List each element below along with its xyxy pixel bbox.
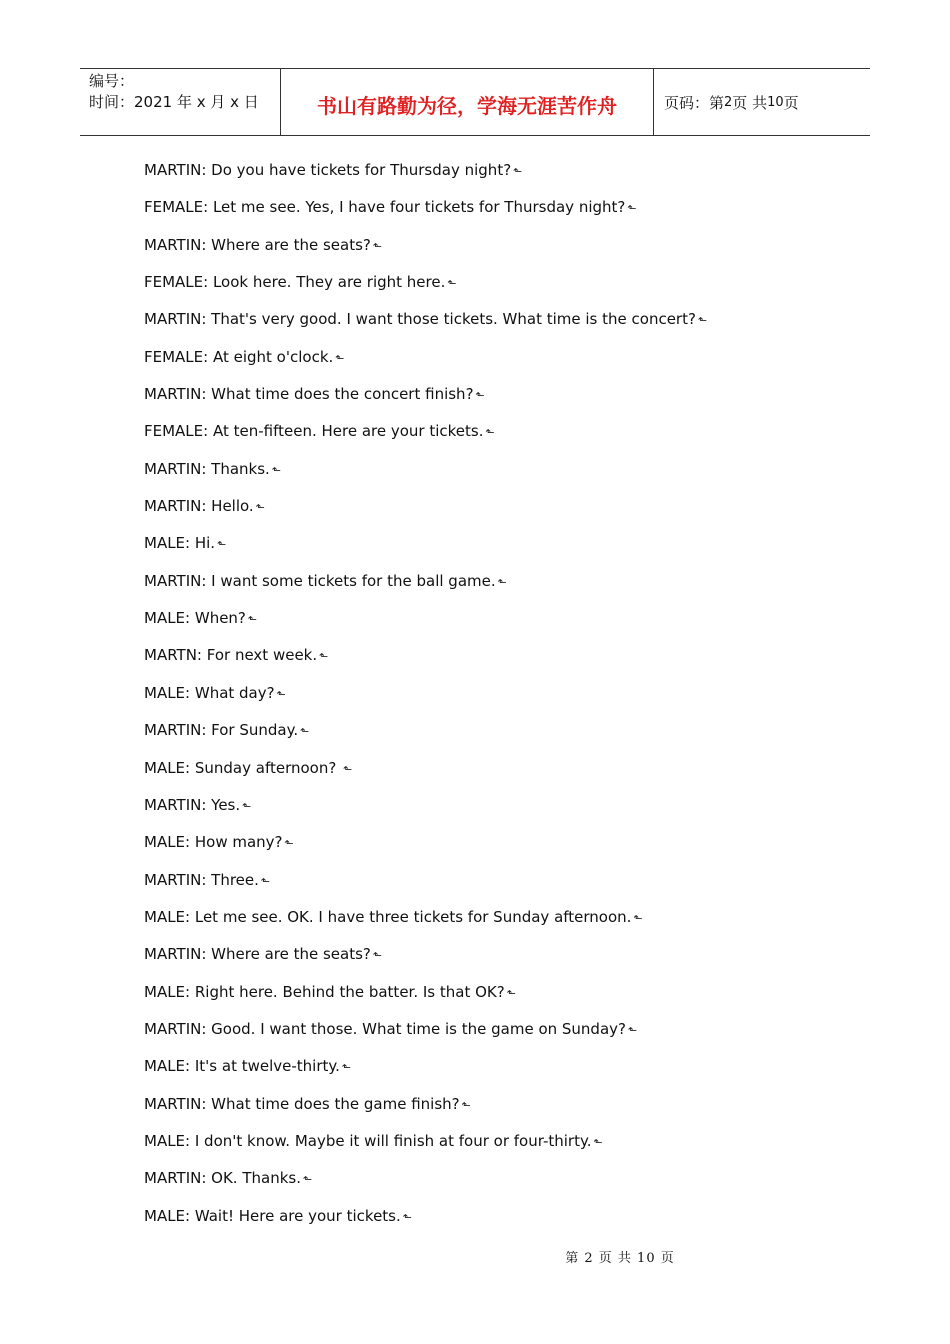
dialogue-line [144, 606, 844, 643]
return-mark-icon: ⬑ [628, 1023, 638, 1037]
return-mark-icon: ⬑ [402, 1210, 412, 1224]
return-mark-icon: ⬑ [284, 837, 294, 851]
line-text: MARTIN: OK. Thanks. [144, 1169, 301, 1188]
return-mark-icon: ⬑ [276, 687, 286, 701]
line-text: MALE: Right here. Behind the batter. Is that OK? [144, 982, 505, 1001]
page-header [80, 68, 870, 136]
line-text: MARTIN: Where are the seats? [144, 235, 371, 254]
header-page-number [654, 69, 870, 135]
dialogue-line [144, 1166, 844, 1203]
return-mark-icon: ⬑ [627, 202, 637, 216]
line-text: FEMALE: Look here. They are right here. [144, 273, 446, 292]
line-text: MARTIN: Three. [144, 870, 259, 889]
return-mark-icon: ⬑ [513, 165, 523, 178]
dialogue-line [144, 233, 844, 270]
return-mark-icon: ⬑ [372, 239, 383, 253]
dialogue-line [144, 830, 844, 867]
date-label: 时间：2021 年 x 月 x 日 [89, 93, 259, 111]
dialogue-line [144, 756, 844, 793]
line-text: MARTIN: I want some tickets for the ball game. [144, 571, 496, 590]
return-mark-icon: ⬑ [447, 277, 457, 291]
return-mark-icon: ⬑ [343, 762, 353, 776]
return-mark-icon: ⬑ [335, 351, 345, 365]
line-text: MALE: Let me see. OK. I have three tickets for Sunday afternoon. [144, 907, 632, 926]
dialogue-list [144, 158, 844, 1241]
return-mark-icon: ⬑ [260, 874, 271, 888]
dialogue-line [144, 531, 844, 568]
dialogue-line [144, 569, 844, 606]
line-text: MARTIN: Do you have tickets for Thursday night? [144, 161, 512, 179]
line-text: MARTIN: Yes. [144, 795, 241, 814]
dialogue-line [144, 1129, 844, 1166]
return-mark-icon: ⬑ [633, 911, 643, 925]
return-mark-icon: ⬑ [697, 314, 708, 328]
return-mark-icon: ⬑ [300, 725, 310, 739]
line-text: MARTIN: For Sunday. [144, 721, 299, 740]
return-mark-icon: ⬑ [302, 1173, 313, 1187]
page-prefix: 页码：第 [664, 93, 725, 112]
dialogue-line [144, 718, 844, 755]
return-mark-icon: ⬑ [271, 463, 282, 477]
dialogue-line [144, 270, 844, 307]
header-motto: 书山有路勤为径，学海无涯苦作舟 [281, 69, 654, 135]
line-text: MARTIN: What time does the game finish? [144, 1094, 460, 1113]
dialogue-line [144, 1204, 844, 1241]
dialogue-line [144, 494, 844, 531]
dialogue-line [144, 195, 844, 232]
line-text: MALE: I don't know. Maybe it will finish at four or four-thirty. [144, 1131, 592, 1150]
dialogue-line [144, 868, 844, 905]
return-mark-icon: ⬑ [497, 575, 507, 589]
return-mark-icon: ⬑ [255, 501, 265, 515]
footer-page-number: 第 2 页 共 10 页 [565, 1251, 675, 1266]
return-mark-icon: ⬑ [475, 389, 485, 403]
header-meta [80, 69, 281, 135]
dialogue-line [144, 980, 844, 1017]
line-text: MALE: It's at twelve-thirty. [144, 1057, 340, 1076]
dialogue-line [144, 793, 844, 830]
line-text: MARTIN: Where are the seats? [144, 945, 371, 964]
line-text: FEMALE: Let me see. Yes, I have four tickets for Thursday night? [144, 198, 626, 217]
line-text: MARTIN: Hello. [144, 497, 254, 516]
dialogue-line [144, 1092, 844, 1129]
dialogue-line [144, 1017, 844, 1054]
serial-label: 编号： [89, 72, 135, 90]
line-text: MALE: What day? [144, 683, 275, 702]
line-text: MARTIN: Good. I want those. What time is the game on Sunday? [144, 1019, 626, 1038]
line-text: MALE: Hi. [144, 534, 216, 553]
line-text: MALE: Wait! Here are your tickets. [144, 1206, 401, 1225]
page-current: 2 [724, 94, 733, 110]
dialogue-line [144, 643, 844, 680]
dialogue-line [144, 681, 844, 718]
return-mark-icon: ⬑ [485, 426, 495, 440]
return-mark-icon: ⬑ [247, 613, 258, 627]
return-mark-icon: ⬑ [242, 799, 252, 813]
dialogue-line [144, 457, 844, 494]
page-total: 10 [767, 94, 784, 110]
line-text: MALE: Sunday afternoon? [144, 758, 342, 777]
dialogue-line [144, 419, 844, 456]
dialogue-line [144, 942, 844, 979]
dialogue-line [144, 307, 844, 344]
return-mark-icon: ⬑ [217, 538, 227, 552]
dialogue-line [144, 1054, 844, 1091]
line-text: MALE: How many? [144, 833, 283, 852]
dialogue-line [144, 158, 844, 195]
return-mark-icon: ⬑ [341, 1061, 352, 1075]
line-text: MARTIN: Thanks. [144, 459, 270, 478]
line-text: MARTIN: What time does the concert finish? [144, 385, 474, 404]
return-mark-icon: ⬑ [506, 986, 516, 1000]
dialogue-line [144, 905, 844, 942]
page-suffix: 页 [783, 93, 799, 112]
return-mark-icon: ⬑ [593, 1135, 603, 1149]
return-mark-icon: ⬑ [372, 949, 383, 963]
return-mark-icon: ⬑ [461, 1098, 471, 1112]
dialogue-line [144, 382, 844, 419]
line-text: MARTIN: That's very good. I want those tickets. What time is the concert? [144, 310, 696, 329]
line-text: FEMALE: At eight o'clock. [144, 347, 334, 366]
return-mark-icon: ⬑ [319, 650, 329, 664]
line-text: MALE: When? [144, 609, 246, 628]
dialogue-line [144, 345, 844, 382]
line-text: MARTN: For next week. [144, 646, 318, 665]
page-footer [0, 1247, 950, 1266]
line-text: FEMALE: At ten-fifteen. Here are your tickets. [144, 422, 484, 441]
page-mid: 页 共 [732, 93, 768, 112]
